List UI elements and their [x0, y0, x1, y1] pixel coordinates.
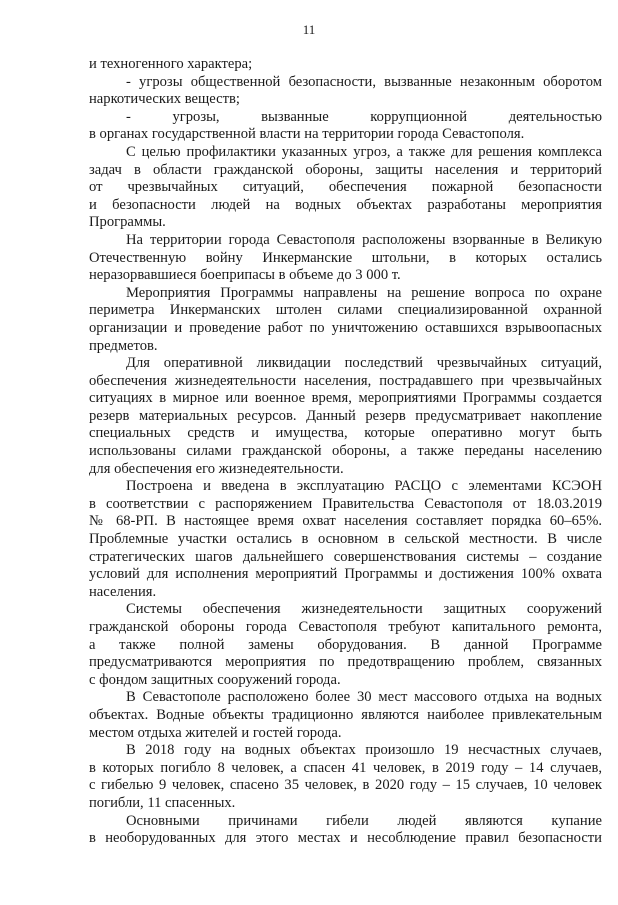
- text-line: погибли, 11 спасенных.: [89, 794, 236, 811]
- text-line: с гибелью 9 человек, спасено 35 человек, в 2020 году – 15 случаев, 10 человек: [89, 777, 602, 794]
- text-line: использованы силами гражданской обороны, а также переданы населению: [89, 443, 602, 460]
- text-line: и безопасности людей на водных объектах разработаны мероприятия: [89, 196, 602, 213]
- text-line: № 68-РП. В настоящее время охват населения составляет порядка 60–65%.: [89, 513, 602, 530]
- text-line: объектах. Водные объекты традиционно являются наиболее привлекательным: [89, 706, 602, 723]
- text-line: резерв материальных ресурсов. Данный резерв предусматривает накопление: [89, 407, 602, 424]
- page-number: 11: [302, 22, 316, 37]
- text-line: Проблемные участки остались в основном в сельской местности. В числе: [89, 531, 602, 548]
- text-line: с фондом защитных сооружений города.: [89, 671, 341, 688]
- text-line: обеспечения жизнедеятельности населения, пострадавшего при чрезвычайных: [89, 372, 602, 389]
- text-line: в которых погибло 8 человек, а спасен 41 человек, в 2019 году – 14 случаев,: [89, 759, 602, 776]
- text-line: местом отдыха жителей и гостей города.: [89, 724, 342, 741]
- text-line: условий для исполнения мероприятий Программы и достижения 100% охвата: [89, 566, 602, 583]
- text-line: и техногенного характера;: [89, 56, 253, 72]
- text-line: периметра Инкерманских штолен силами специализированной охранной: [89, 302, 602, 319]
- text-line: Для оперативной ликвидации последствий чрезвычайных ситуаций,: [126, 355, 602, 372]
- text-line: Программы.: [89, 214, 166, 231]
- text-line: Отечественную войну Инкерманские штольни, в которых остались: [89, 249, 602, 266]
- text-line: Системы обеспечения жизнедеятельности защитных сооружений: [126, 601, 602, 618]
- text-line: предметов.: [89, 337, 158, 354]
- text-line: стратегических шагов дальнейшего совершенствования системы – создание: [89, 548, 602, 565]
- text-line: в органах государственной власти на территории города Севастополя.: [89, 126, 525, 143]
- text-line: наркотических веществ;: [89, 91, 240, 108]
- text-line: в необорудованных для этого местах и несоблюдение правил безопасности: [89, 830, 602, 847]
- text-line: На территории города Севастополя расположены взорванные в Великую: [126, 231, 602, 248]
- text-line: предусматриваются мероприятия по предотвращению проблем, связанных: [89, 654, 602, 671]
- text-line: В Севастополе расположено более 30 мест массового отдыха на водных: [126, 689, 602, 706]
- document-body: [89, 56, 602, 848]
- text-line: В 2018 году на водных объектах произошло 19 несчастных случаев,: [126, 742, 602, 759]
- text-line: задач в области гражданской обороны, защиты населения и территорий: [89, 161, 602, 178]
- text-line: организации и проведение работ по уничтожению оставшихся взрывоопасных: [89, 319, 602, 336]
- text-line: а также полной замены оборудования. В данной Программе: [89, 636, 602, 653]
- text-line: неразорвавшиеся боеприпасы в объеме до 3 000 т.: [89, 267, 401, 284]
- text-line: Основными причинами гибели людей являются купание: [126, 812, 602, 829]
- text-line: для обеспечения его жизнедеятельности.: [89, 460, 344, 477]
- text-line: С целью профилактики указанных угроз, а также для решения комплекса: [126, 143, 602, 160]
- text-line: ситуациях в мирное или военное время, мероприятиями Программы создается: [89, 390, 602, 407]
- text-line: Мероприятия Программы направлены на решение вопроса по охране: [126, 284, 602, 301]
- text-line: - угрозы, вызванные коррупционной деятельностью: [126, 108, 602, 125]
- text-line: населения.: [89, 583, 157, 600]
- text-line: специальных средств и имущества, которые оперативно могут быть: [89, 425, 602, 442]
- text-line: гражданской обороны города Севастополя требуют капитального ремонта,: [89, 619, 602, 635]
- text-line: от чрезвычайных ситуаций, обеспечения пожарной безопасности: [89, 179, 602, 196]
- text-line: - угрозы общественной безопасности, вызванные незаконным оборотом: [126, 73, 602, 90]
- text-line: Построена и введена в эксплуатацию РАСЦО с элементами КСЭОН: [126, 478, 602, 495]
- text-line: в соответствии с распоряжением Правительства Севастополя от 18.03.2019: [89, 495, 602, 512]
